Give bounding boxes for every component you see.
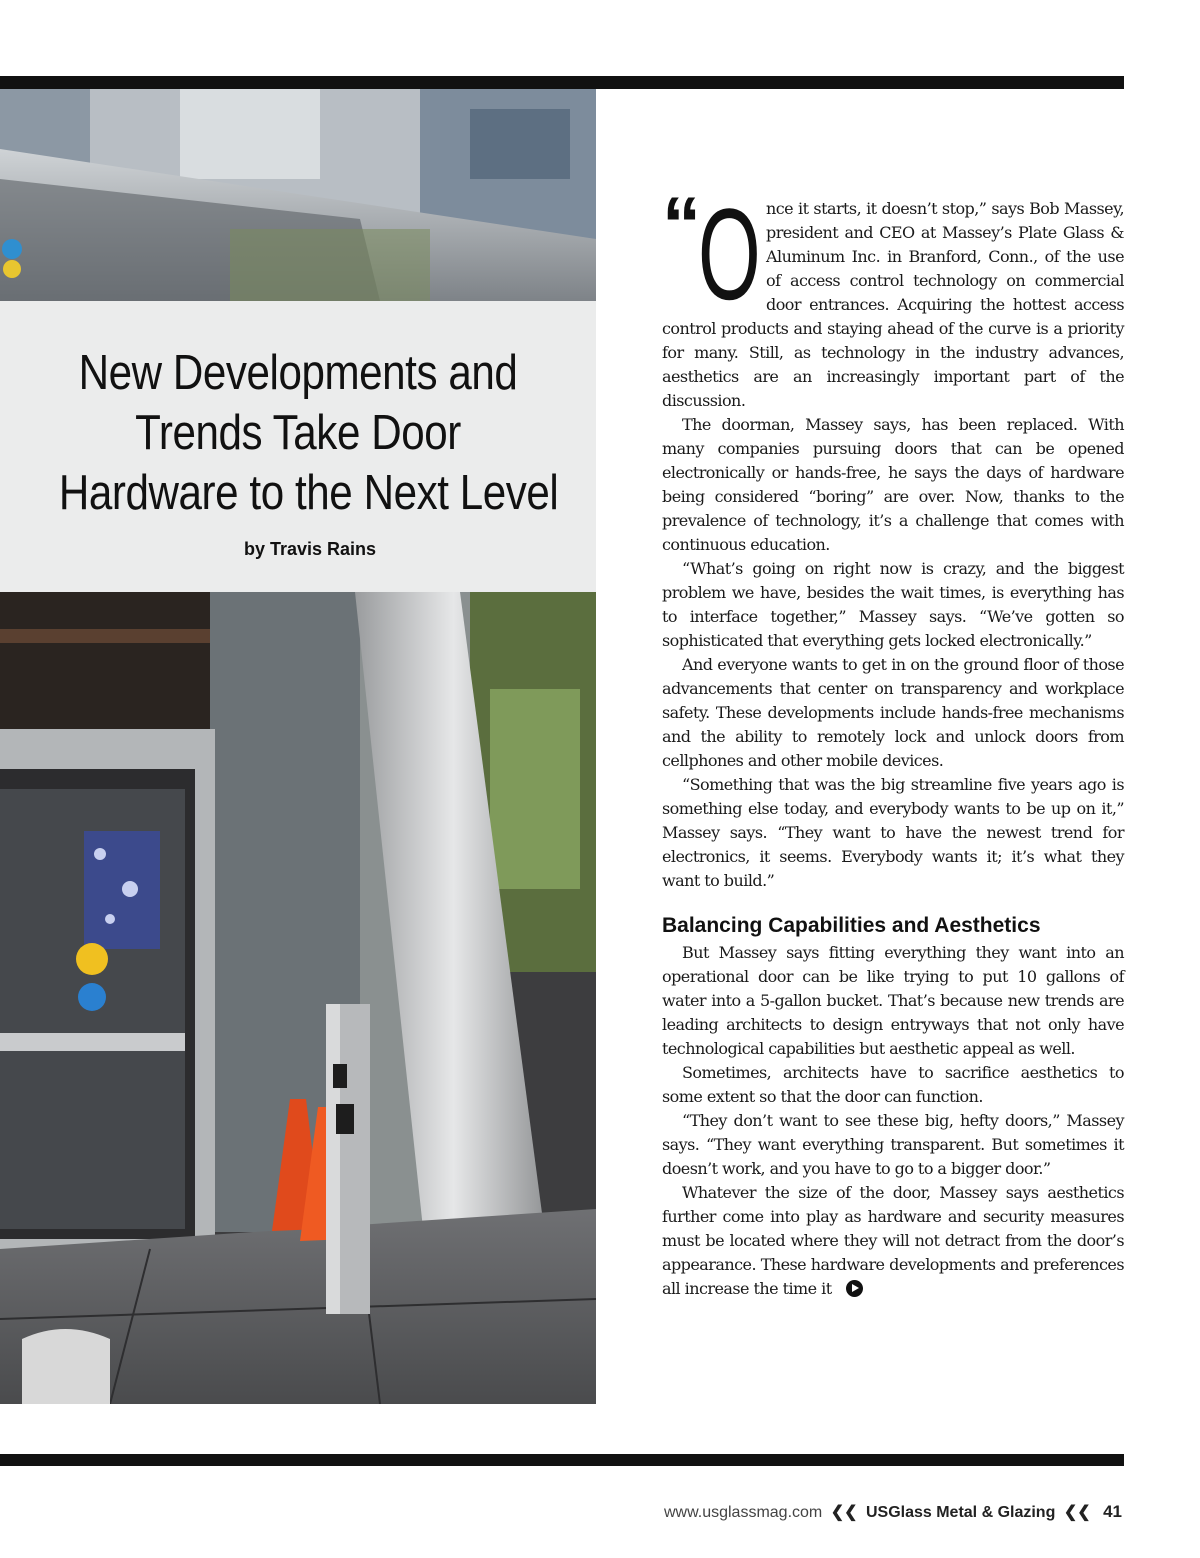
headline-line: Hardware to the Next Level bbox=[58, 466, 559, 520]
footer-separator: ❮❮ bbox=[830, 1504, 858, 1521]
article-body bbox=[662, 180, 1124, 1301]
paragraph: Sometimes, architects have to sacrifice aesthetics to some extent so that the door can function. bbox=[662, 1063, 1124, 1106]
paragraph: The doorman, Massey says, has been replaced. With many companies pursuing doors that can be opened electronically or hands-free, he says the days of hardware being considered “boring” are over. Now, thanks to the prevalence of technology, it’s a challenge that comes with continuous education. bbox=[662, 415, 1124, 554]
footer-url[interactable]: www.usglassmag.com bbox=[663, 1504, 823, 1521]
byline: by Travis Rains bbox=[243, 539, 377, 559]
last-paragraph-text: Whatever the size of the door, Massey says aesthetics further come into play as hardware and security measures must be located where they will not detract from the door’s appearance. These hardware developments and preferences all increase the time it bbox=[662, 1183, 1124, 1298]
subhead: Balancing Capabilities and Aesthetics bbox=[662, 914, 1041, 937]
top-rule bbox=[0, 76, 1124, 89]
footer-magazine: USGlass Metal & Glazing bbox=[865, 1504, 1056, 1521]
bottom-rule bbox=[0, 1454, 1124, 1466]
lead-paragraph: nce it starts, it doesn’t stop,” says Bob Massey, president and CEO at Massey’s Plate Glass & Aluminum Inc. in Branford, Conn., of the use of access control technology on commercial door entrances. Acquiring the hottest access control products and staying ahead of the curve is a priority for many. Still, as technology in the industry advances, aesthetics are an increasingly important part of the discussion. bbox=[662, 199, 1124, 410]
page-number: 41 bbox=[1103, 1502, 1122, 1521]
paragraph: “They don’t want to see these big, hefty doors,” Massey says. “They want everything transparent. But sometimes it doesn’t work, and you have to go to a bigger door.” bbox=[662, 1111, 1124, 1178]
paragraph: “Something that was the big streamline five years ago is something else today, and everybody wants to be up on it,” Massey says. “They want to have the newest trend for electronics, it seems. Everybody wants it; it’s what they want to build.” bbox=[662, 775, 1124, 890]
headline-line: New Developments and bbox=[78, 346, 518, 400]
paragraph: “What’s going on right now is crazy, and the biggest problem we have, besides the wait times, is everything has to interface together,” Massey says. “We’ve gotten so sophisticated that everything gets locked electronically.” bbox=[662, 559, 1124, 650]
paragraph: But Massey says fitting everything they want into an operational door can be like trying to put 10 gallons of water into a 5-gallon bucket. That’s because new trends are leading architects to design entryways that not only have technological capabilities but aesthetic appeal as well. bbox=[662, 943, 1124, 1058]
arrow-right-circle-icon[interactable] bbox=[846, 1280, 863, 1297]
drop-cap bbox=[662, 180, 761, 327]
drop-cap-letter: O bbox=[698, 181, 761, 327]
headline-line: Trends Take Door bbox=[135, 406, 461, 460]
page-footer bbox=[664, 1502, 1122, 1522]
title-panel bbox=[0, 301, 596, 592]
entrance-photo bbox=[0, 89, 596, 1404]
footer-separator: ❮❮ bbox=[1063, 1504, 1091, 1521]
drop-cap-quote: “ bbox=[662, 180, 701, 268]
paragraph: And everyone wants to get in on the ground floor of those advancements that center on transparency and workplace safety. These developments include hands-free mechanisms and the ability to remotely lock and unlock doors from cellphones and other mobile devices. bbox=[662, 655, 1124, 770]
door-entrance-illustration bbox=[0, 89, 596, 1404]
article-headline bbox=[58, 343, 559, 523]
last-paragraph bbox=[662, 1181, 1124, 1301]
